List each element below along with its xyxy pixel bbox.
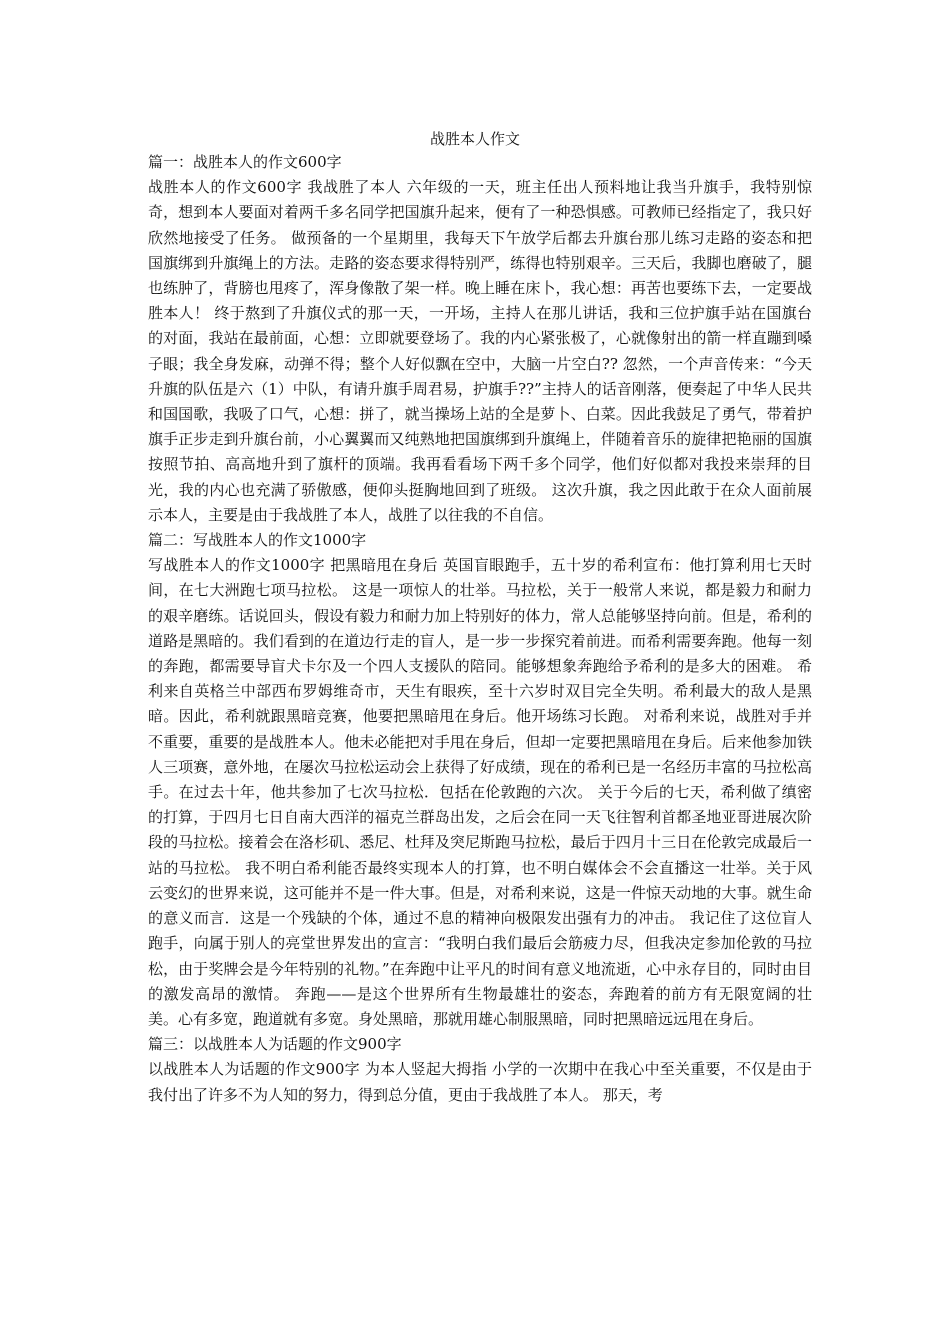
section-3-heading: 篇三：以战胜本人为话题的作文900字: [148, 1035, 402, 1054]
section-2-heading: 篇二：写战胜本人的作文1000字: [148, 531, 367, 550]
section-2-paragraph: 写战胜本人的作文1000字 把黑暗甩在身后 英国盲眼跑手，五十岁的希利宣布：他打算利用七天时间，在七大洲跑七项马拉松。 这是一项惊人的壮举。马拉松，关于一般常人来说，都是毅力和耐力的艰辛磨练。话说回头，假设有毅力和耐力加上特别好的体力，常人总能够坚持向前。但是，希利的道路是黑暗的。我们看到的在道边行走的盲人，是一步一步探究着前进。而希利需要奔跑。他每一刻的奔跑，都需要导盲犬卡尔及一个四人支援队的陪同。能够想象奔跑给予希利的是多大的困难。 希利来自英格兰中部西布罗姆维奇市，天生有眼疾，至十六岁时双目完全失明。希利最大的敌人是黑暗。因此，希利就跟黑暗竞赛，他要把黑暗甩在身后。他开场练习长跑。 对希利来说，战胜对手并不重要，重要的是战胜本人。他未必能把对手甩在身后，但却一定要把黑暗甩在身后。后来他参加铁人三项赛，意外地，在屡次马拉松运动会上获得了好成绩，现在的希利已是一名经历丰富的马拉松高手。在过去十年，他共参加了七次马拉松．包括在伦敦跑的六次。 关于今后的七天，希利做了缜密的打算，于四月七日自南大西洋的福克兰群岛出发，之后会在同一天飞往智利首都圣地亚哥进展次阶段的马拉松。接着会在洛杉矶、悉尼、杜拜及突尼斯跑马拉松，最后于四月十三日在伦敦完成最后一站的马拉松。 我不明白希利能否最终实现本人的打算，也不明白媒体会不会直播这一壮举。关于风云变幻的世界来说，这可能并不是一件大事。但是，对希利来说，这是一件惊天动地的大事。就生命的意义而言．这是一个残缺的个体，通过不息的精神向极限发出强有力的冲击。 我记住了这位盲人跑手，向属于别人的亮堂世界发出的宣言：“我明白我们最后会筋疲力尽，但我决定参加伦敦的马拉松，由于奖牌会是今年特别的礼物。”在奔跑中让平凡的时间有意义地流逝，心中永存目的，同时由目的激发高昂的激情。 奔跑——是这个世界所有生物最雄壮的姿态，奔跑着的前方有无限宽阔的壮美。心有多宽，跑道就有多宽。身处黑暗，那就用雄心制服黑暗，同时把黑暗远远甩在身后。: [148, 556, 812, 1028]
document-title: 战胜本人作文: [429, 130, 520, 148]
document-body: [144, 150, 812, 1108]
section-1-paragraph: 战胜本人的作文600字 我战胜了本人 六年级的一天，班主任出人预料地让我当升旗手，我特别惊奇，想到本人要面对着两千多名同学把国旗升起来，便有了一种恐惧感。可教师已经指定了，我只好欣然地接受了任务。 做预备的一个星期里，我每天下午放学后都去升旗台那儿练习走路的姿态和把国旗绑到升旗绳上的方法。走路的姿态要求得特别严，练得也特别艰辛。三天后，我脚也磨破了，腿也练肿了，背膀也甩疼了，浑身像散了架一样。晚上睡在床卜，我心想：再苦也要练下去，一定要战胜本人！ 终于熬到了升旗仪式的那一天，一开场，主持人在那儿讲话，我和三位护旗手站在国旗台的对面，我站在最前面，心想：立即就要登场了。我的内心紧张极了，心就像射出的箭一样直蹦到嗓子眼；我全身发麻，动弹不得；整个人好似飘在空中，大脑一片空白?? 忽然，一个声音传来：“今天升旗的队伍是六（1）中队，有请升旗手周君易，护旗手??”主持人的话音刚落，便奏起了中华人民共和国国歌，我吸了口气，心想：拼了，就当操场上站的全是萝卜、白菜。因此我鼓足了勇气，带着护旗手正步走到升旗台前，小心翼翼而又纯熟地把国旗绑到升旗绳上，伴随着音乐的旋律把艳丽的国旗按照节拍、高高地升到了旗杆的顶端。我再看看场下两千多个同学，他们好似都对我投来崇拜的目光，我的内心也充满了骄傲感，便仰头挺胸地回到了班级。 这次升旗，我之因此敢于在众人面前展示本人，主要是由于我战胜了本人，战胜了以往我的不自信。: [148, 178, 812, 524]
section-1-heading: 篇一：战胜本人的作文600字: [148, 153, 342, 171]
section-3-paragraph: 以战胜本人为话题的作文900字 为本人竖起大拇指 小学的一次期中在我心中至关重要，不仅是由于我付出了许多不为人知的努力，得到总分值，更由于我战胜了本人。 那天，考: [148, 1060, 812, 1104]
